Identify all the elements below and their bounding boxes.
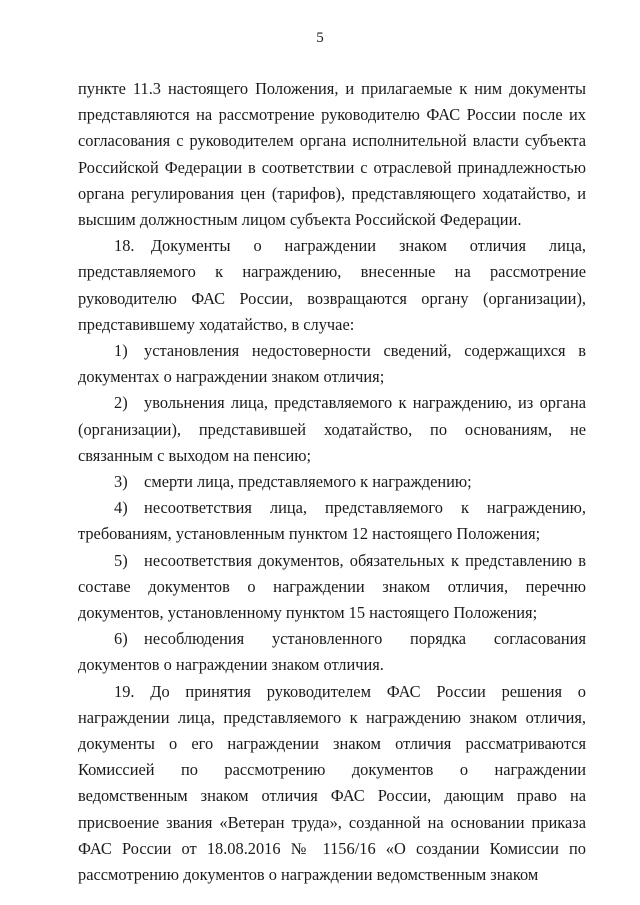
list-item-2: 2) увольнения лица, представляемого к награждению, из органа (организации), представившей ходатайство, по основаниям, не связанным с выходом на пенсию; [78, 393, 586, 465]
list-item-6: 6) несоблюдения установленного порядка согласования документов о награждении знаком отличия. [78, 629, 586, 675]
paragraph-18: 18. Документы о награждении знаком отличия лица, представляемого к награждению, внесенные на рассмотрение руководителю ФАС России, возвращаются органу (организации), представившему ходатайство, в случае: [78, 236, 586, 334]
page-number: 5 [316, 30, 324, 46]
list-item-1: 1) установления недостоверности сведений, содержащихся в документах о награждении знаком отличия; [78, 341, 586, 387]
list-item-3: 3) смерти лица, представляемого к награждению; [114, 472, 472, 492]
list-item-4: 4) несоответствия лица, представляемого к награждению, требованиям, установленным пунктом 12 настоящего Положения; [78, 498, 586, 544]
document-body [78, 76, 586, 888]
list-item-5: 5) несоответствия документов, обязательных к представлению в составе документов о награждении знаком отличия, перечню документов, установленному пунктом 15 настоящего Положения; [78, 550, 586, 623]
paragraph-continuation: пункте 11.3 настоящего Положения, и прилагаемые к ним документы представляются на рассмотрение руководителю ФАС России после их согласования с руководителем органа исполнительной власти субъекта Российской Федерации в соответствии с отраслевой принадлежностью органа регулирования цен (тарифов), представляющего ходатайство, и высшим должностным лицом субъекта Российской Федерации. [78, 79, 586, 230]
paragraph-19: 19. До принятия руководителем ФАС России решения о награждении лица, представляемого к награждению знаком отличия, документы о его награждении знаком отличия рассматриваются Комиссией по рассмотрению документов о награждении ведомственным знаком отличия ФАС России, дающим право на присвоение звания «Ветеран труда», созданной на основании приказа ФАС России от 18.08.2016 № 1156/16 «О создании Комиссии по рассмотрению документов о награждении ведомственным знаком [78, 681, 586, 885]
